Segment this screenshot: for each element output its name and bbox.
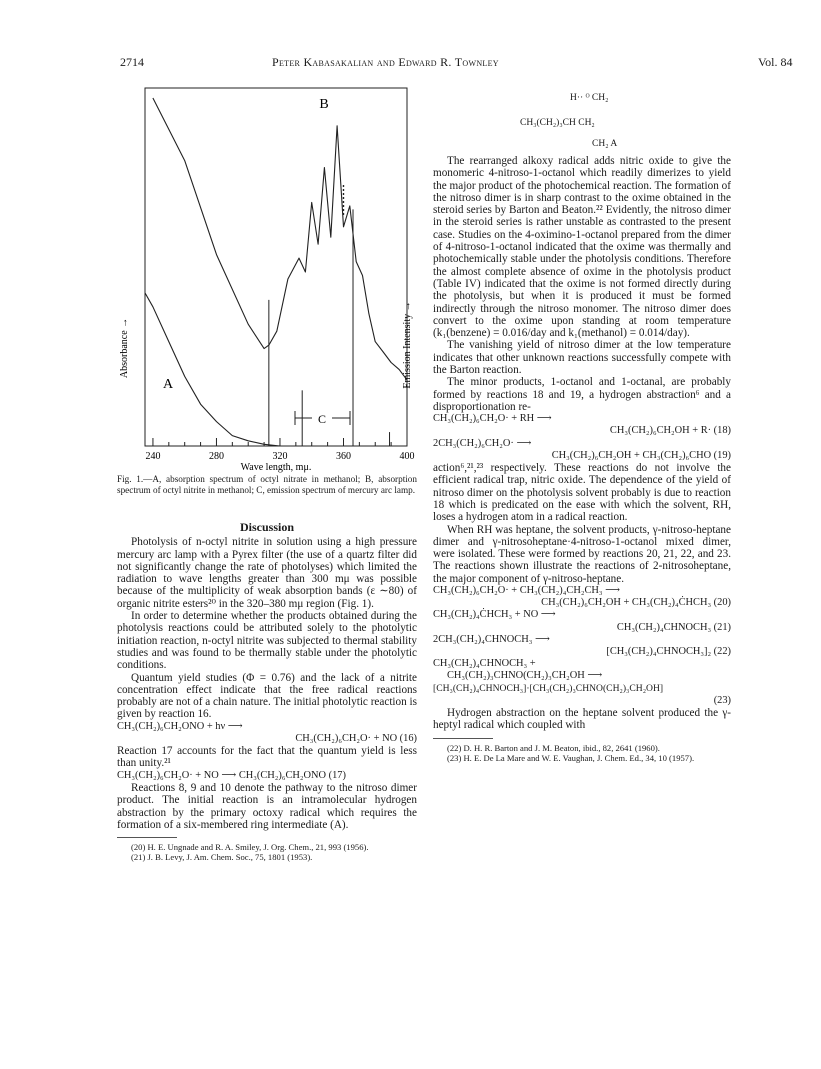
paragraph: Hydrogen abstraction on the heptane solvent produced the γ-heptyl radical which coupled with [433, 707, 731, 732]
y-axis-label-right: Emission Intensity → [402, 301, 413, 389]
curve-label-b: B [319, 97, 329, 112]
x-tick-label: 400 [399, 451, 415, 462]
x-tick-label: 240 [145, 451, 161, 462]
structure-a-diagram [520, 92, 700, 154]
x-tick-label: 280 [208, 451, 224, 462]
series-line-a [145, 293, 280, 446]
figure-1-spectrum-chart [110, 80, 425, 475]
equation-17: CH₃(CH₂)₆CH₂O· + NO ⟶ CH₃(CH₂)₆CH₂ONO (17) [117, 769, 346, 781]
curve-label-c: C [317, 412, 327, 426]
y-axis-label-left: Absorbance → [119, 317, 130, 379]
equation-22-line1: 2CH₃(CH₂)₄CHNOCH₃ ⟶ [433, 633, 550, 645]
series-line-b [153, 98, 407, 380]
paragraph: The vanishing yield of nitroso dimer at the low temperature indicates that other unknown reactions successfully compete with the Barton reaction. [433, 339, 731, 377]
x-axis-label: Wave length, mμ. [240, 462, 312, 473]
equation-23-number: (23) [713, 694, 731, 706]
right-column [433, 155, 731, 763]
left-column [117, 515, 417, 862]
equation-21-line2: CH₃(CH₂)₄CHNOCH₃ (21) [616, 621, 731, 633]
structure-line-3: CH₂ A [592, 139, 618, 149]
volume-label: Vol. 84 [758, 55, 793, 69]
equation-23-line3: [CH₃(CH₂)₄CHNOCH₃]·[CH₃(CH₂)₃CHNO(CH₂)₃CH₂OH] [433, 682, 664, 694]
footnote-20: (20) H. E. Ungnade and R. A. Smiley, J. Org. Chem., 21, 993 (1956). [131, 842, 369, 853]
equation-22-line2: [CH₃(CH₂)₄CHNOCH₃]₂ (22) [606, 646, 731, 658]
equation-18-line1: CH₃(CH₂)₆CH₂O· + RH ⟶ [433, 413, 552, 425]
section-heading-discussion: Discussion [239, 520, 295, 534]
paragraph: Reactions 8, 9 and 10 denote the pathway to the nitroso dimer product. The initial reaction is an intramolecular hydrogen abstraction by the primary octoxy radical which requires the formation of a six-membered ring intermediate (A). [117, 781, 417, 831]
paragraph: When RH was heptane, the solvent products, γ-nitroso-heptane dimer and γ-nitrosoheptane·4-nitroso-1-octanol mixed dimer, were isolated. These were formed by reactions 20, 21, 22, and 23. The reactions shown illustrate the reactions of 2-nitrosoheptane, the major component of γ-nitroso-heptane. [433, 523, 731, 585]
footnote-21: (21) J. B. Levy, J. Am. Chem. Soc., 75, 1801 (1953). [131, 852, 313, 863]
paragraph: The rearranged alkoxy radical adds nitric oxide to give the monomeric 4-nitroso-1-octanol which readily dimerizes to yield the major product of the photochemical reaction. The formation of the nitroso dimer is in sharp contrast to the oxime obtained in the steroid series by Barton and Beaton.²² Evidently, the nitroso dimer in the steroid series is rather unstable as contrasted to the present case. Studies on the 4-oximino-1-octanol prepared from the dimer of 4-nitroso-1-octanol indicated that the oxime was thermally and photochemically stable under the photolysis conditions. Therefore the almost complete absence of oxime in the photolysis product (Table IV) indicated that the oxime is not formed directly during the photolysis, but when it is produced it must be formed indirectly through the nitroso monomer. The nitroso dimer does convert to the oxime upon standing at room temperature (k₁(benzene) = 0.016/day and k₁(methanol) = 0.014/day). [433, 155, 731, 340]
curve-label-a: A [162, 377, 174, 392]
equation-23-line1: CH₃(CH₂)₄CHNOCH₃ + [433, 658, 536, 670]
structure-line-1: H·· ᴼ CH₂ [570, 93, 609, 103]
equation-16-line1: CH₃(CH₂)₆CH₂ONO + hν ⟶ [117, 720, 243, 732]
x-tick-label: 360 [335, 451, 351, 462]
equation-20-line1: CH₃(CH₂)₆CH₂O· + CH₃(CH₂)₄CH₂CH₃ ⟶ [433, 585, 620, 597]
equation-18-line2: CH₃(CH₂)₆CH₂OH + R· (18) [609, 425, 731, 437]
equation-16-line2: CH₃(CH₂)₆CH₂O· + NO (16) [295, 732, 417, 744]
equation-23-line2: CH₃(CH₂)₃CHNO(CH₂)₃CH₂OH ⟶ [447, 670, 603, 682]
paragraph: Quantum yield studies (Φ = 0.76) and the lack of a nitrite concentration effect indicate that the free radical reactions probably are not of a chain nature. The initial photolytic reaction is given by reaction 16. [117, 671, 417, 721]
footnote-22: (22) D. H. R. Barton and J. M. Beaton, ibid., 82, 2641 (1960). [447, 742, 660, 753]
footnote-rule [117, 837, 177, 838]
footnote-rule [433, 738, 493, 739]
footnote-23: (23) H. E. De La Mare and W. E. Vaughan, J. Chem. Ed., 34, 10 (1957). [447, 752, 695, 763]
paragraph: Reaction 17 accounts for the fact that the quantum yield is less than unity.²¹ [117, 745, 417, 770]
plot-frame [145, 88, 407, 446]
paragraph: In order to determine whether the products obtained during the photolysis reactions could be attributed solely to the photolytic initiation reaction, n-octyl nitrite was subjected to thermal stability studies and was found to be thermally stable under the photolytic conditions. [117, 610, 417, 672]
equation-19-line2: CH₃(CH₂)₆CH₂OH + CH₃(CH₂)₆CHO (19) [551, 449, 731, 461]
page-number: 2714 [120, 55, 144, 69]
equation-20-line2: CH₃(CH₂)₆CH₂OH + CH₃(CH₂)₄ĊHCH₃ (20) [541, 597, 731, 609]
paragraph: Photolysis of n-octyl nitrite in solution using a high pressure mercury arc lamp with a Pyrex filter (the use of a quartz filter did not significantly change the rate of photolyses) which limited the radiation to wave lengths greater than 300 mμ was possible because of the multiplicity of weak absorption bands (ε ∼80) of organic nitrite esters²⁰ in the 320–380 mμ region (Fig. 1). [117, 536, 417, 610]
equation-19-line1: 2CH₃(CH₂)₆CH₂O· ⟶ [433, 437, 532, 449]
x-tick-label: 320 [272, 451, 288, 462]
structure-line-2: CH₃(CH₂)₃CH CH₂ [520, 118, 595, 128]
paragraph: The minor products, 1-octanol and 1-octanal, are probably formed by reactions 18 and 19, a hydrogen abstraction⁶ and a disproportionation re- [433, 376, 731, 413]
figure-caption: Fig. 1.—A, absorption spectrum of octyl nitrate in methanol; B, absorption spectrum of octyl nitrite in methanol; C, emission spectrum of mercury arc lamp. [117, 474, 417, 495]
paragraph: action⁶,²¹,²³ respectively. These reactions do not involve the efficient radical trap, nitric oxide. The dependence of the yield of nitroso dimer on the photolysis solvent probably is due to reaction 18 which is predicated on the ease with which the solvent, RH, loses a hydrogen atom in a radical reaction. [433, 462, 731, 524]
running-head-authors: Peter Kabasakalian and Edward R. Townley [272, 55, 499, 69]
equation-21-line1: CH₃(CH₂)₄ĊHCH₃ + NO ⟶ [433, 609, 556, 621]
